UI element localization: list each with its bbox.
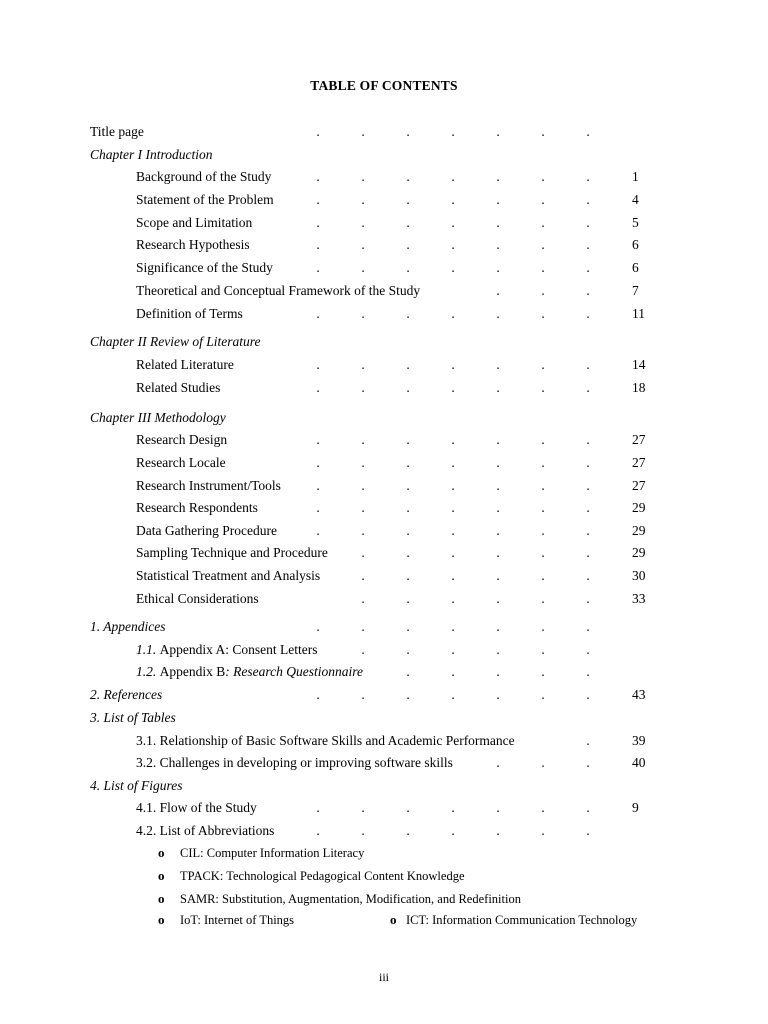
leader-dot: .: [541, 260, 545, 275]
leader-dot: .: [586, 523, 590, 538]
leader-dot: .: [541, 800, 545, 815]
leader-dot: .: [451, 432, 455, 447]
leader-dot: .: [586, 733, 590, 748]
toc-entry: [0, 731, 768, 751]
toc-entry: [0, 332, 768, 352]
leader-dot: .: [361, 192, 365, 207]
leader-dot: .: [586, 591, 590, 606]
leader-dot: .: [586, 619, 590, 634]
leader-dot: .: [496, 237, 500, 252]
leader-dot: .: [451, 169, 455, 184]
leader-dot: .: [541, 664, 545, 679]
toc-page-number: 6: [632, 237, 639, 252]
leader-dot: .: [586, 380, 590, 395]
leader-dot: .: [541, 215, 545, 230]
leader-dot: .: [586, 124, 590, 139]
abbreviation-item: [0, 910, 768, 930]
leader-dot: .: [451, 664, 455, 679]
leader-dot: .: [316, 306, 320, 321]
toc-entry-text: [136, 662, 363, 682]
leader-dot: .: [406, 192, 410, 207]
leader-dot: .: [451, 591, 455, 606]
leader-dot: .: [586, 357, 590, 372]
toc-entry-text: 3.2. Challenges in developing or improving software skills: [136, 755, 453, 770]
leader-dot: .: [406, 568, 410, 583]
leader-dot: .: [586, 800, 590, 815]
leader-dot: .: [316, 478, 320, 493]
leader-dot: .: [586, 192, 590, 207]
toc-page-number: 29: [632, 500, 646, 515]
toc-entry-number: 1.2.: [136, 664, 160, 679]
toc-entry-text: Statistical Treatment and Analysis: [136, 568, 321, 583]
leader-dot: .: [361, 169, 365, 184]
leader-dot: .: [496, 283, 500, 298]
toc-entry-text: Title page: [90, 124, 144, 139]
leader-dot: .: [406, 306, 410, 321]
abbreviation-item: [0, 889, 768, 909]
toc-page-number: 29: [632, 545, 646, 560]
leader-dot: .: [496, 800, 500, 815]
bullet-icon: o: [158, 845, 165, 860]
leader-dot: .: [361, 591, 365, 606]
toc-page-number: 11: [632, 306, 645, 321]
leader-dot: .: [586, 283, 590, 298]
toc-page-number: 1: [632, 169, 639, 184]
leader-dot: .: [586, 568, 590, 583]
toc-entry-text: Sampling Technique and Procedure: [136, 545, 328, 560]
leader-dot: .: [586, 687, 590, 702]
leader-dot: .: [496, 260, 500, 275]
toc-entry-text: Research Instrument/Tools: [136, 478, 281, 493]
leader-dot: .: [451, 237, 455, 252]
leader-dot: .: [451, 642, 455, 657]
leader-dot: .: [541, 237, 545, 252]
toc-entry-text: Related Studies: [136, 380, 221, 395]
toc-entry: [0, 258, 768, 278]
leader-dot: .: [361, 380, 365, 395]
leader-dot: .: [496, 823, 500, 838]
leader-dot: .: [451, 260, 455, 275]
leader-dot: .: [316, 260, 320, 275]
toc-entry-text: Research Hypothesis: [136, 237, 250, 252]
leader-dot: .: [586, 642, 590, 657]
toc-entry-text: Chapter I Introduction: [90, 147, 213, 162]
leader-dot: .: [406, 478, 410, 493]
leader-dot: .: [316, 380, 320, 395]
leader-dot: .: [496, 455, 500, 470]
leader-dot: .: [316, 687, 320, 702]
toc-page-number: 6: [632, 260, 639, 275]
leader-dot: .: [451, 215, 455, 230]
abbreviation-text: ICT: Information Communication Technology: [406, 913, 638, 927]
leader-dot: .: [361, 432, 365, 447]
toc-entry-text: Research Respondents: [136, 500, 258, 515]
leader-dot: .: [496, 478, 500, 493]
toc-entry-text: Related Literature: [136, 357, 234, 372]
toc-entry-text: Chapter III Methodology: [90, 410, 226, 425]
leader-dot: .: [361, 215, 365, 230]
leader-dot: .: [406, 169, 410, 184]
leader-dot: .: [406, 619, 410, 634]
leader-dot: .: [316, 500, 320, 515]
leader-dot: .: [361, 523, 365, 538]
leader-dot: .: [451, 687, 455, 702]
leader-dot: .: [406, 432, 410, 447]
toc-entry: [0, 235, 768, 255]
leader-dot: .: [541, 124, 545, 139]
leader-dot: .: [496, 523, 500, 538]
leader-dot: .: [316, 455, 320, 470]
leader-dot: .: [406, 357, 410, 372]
leader-dot: .: [496, 545, 500, 560]
toc-entry-text: 3. List of Tables: [90, 710, 176, 725]
leader-dot: .: [451, 380, 455, 395]
leader-dot: .: [496, 306, 500, 321]
toc-entry: [0, 408, 768, 428]
toc-entry: [0, 304, 768, 324]
leader-dot: .: [496, 591, 500, 606]
toc-page-number: 7: [632, 283, 639, 298]
toc-entry-text: Chapter II Review of Literature: [90, 334, 261, 349]
toc-entry: [0, 453, 768, 473]
leader-dot: .: [406, 545, 410, 560]
leader-dot: .: [451, 455, 455, 470]
leader-dot: .: [451, 568, 455, 583]
leader-dot: .: [316, 169, 320, 184]
toc-entry-text: Definition of Terms: [136, 306, 243, 321]
abbreviation-text: TPACK: Technological Pedagogical Content Knowledge: [180, 869, 465, 883]
toc-entry-text: Scope and Limitation: [136, 215, 253, 230]
leader-dot: .: [496, 500, 500, 515]
toc-entry-label: Appendix B: [159, 664, 226, 679]
leader-dot: .: [361, 260, 365, 275]
leader-dot: .: [316, 619, 320, 634]
page-title: TABLE OF CONTENTS: [310, 78, 458, 93]
leader-dot: .: [541, 687, 545, 702]
leader-dot: .: [541, 380, 545, 395]
leader-dot: .: [316, 432, 320, 447]
leader-dot: .: [541, 192, 545, 207]
toc-entry: [0, 190, 768, 210]
leader-dot: .: [541, 500, 545, 515]
toc-entry-text: 1. Appendices: [90, 619, 166, 634]
leader-dot: .: [406, 800, 410, 815]
leader-dot: .: [586, 755, 590, 770]
leader-dot: .: [361, 545, 365, 560]
leader-dot: .: [541, 823, 545, 838]
leader-dot: .: [406, 642, 410, 657]
leader-dot: .: [361, 237, 365, 252]
toc-entry: [0, 430, 768, 450]
leader-dot: .: [406, 500, 410, 515]
leader-dot: .: [496, 215, 500, 230]
toc-entry: [0, 589, 768, 609]
toc-entry: [0, 662, 768, 682]
toc-entry: [0, 213, 768, 233]
toc-page-number: 43: [632, 687, 646, 702]
toc-entry: [0, 145, 768, 165]
toc-entry: [0, 708, 768, 728]
toc-entry-text: Background of the Study: [136, 169, 272, 184]
leader-dot: .: [361, 642, 365, 657]
leader-dot: .: [361, 823, 365, 838]
toc-entry: [0, 521, 768, 541]
leader-dot: .: [406, 215, 410, 230]
leader-dot: .: [541, 478, 545, 493]
toc-page-number: 18: [632, 380, 646, 395]
leader-dot: .: [361, 478, 365, 493]
toc-entry-text: Statement of the Problem: [136, 192, 274, 207]
toc-entry-label: Appendix A: Consent Letters: [159, 642, 318, 657]
leader-dot: .: [541, 357, 545, 372]
toc-entry-text: 2. References: [90, 687, 163, 702]
leader-dot: .: [496, 687, 500, 702]
leader-dot: .: [451, 306, 455, 321]
leader-dot: .: [496, 192, 500, 207]
abbreviation-item: [0, 843, 768, 863]
leader-dot: .: [541, 283, 545, 298]
leader-dot: .: [496, 568, 500, 583]
toc-page-number: 29: [632, 523, 646, 538]
leader-dot: .: [586, 500, 590, 515]
leader-dot: .: [451, 823, 455, 838]
page-number: iii: [378, 970, 389, 984]
toc-entry: [0, 821, 768, 841]
leader-dot: .: [451, 192, 455, 207]
toc-entry-text: Ethical Considerations: [136, 591, 259, 606]
leader-dot: .: [451, 619, 455, 634]
toc-entry: [0, 281, 768, 301]
toc-entry-text: Significance of the Study: [136, 260, 273, 275]
toc-page-number: 4: [632, 192, 639, 207]
leader-dot: .: [496, 755, 500, 770]
leader-dot: .: [586, 455, 590, 470]
leader-dot: .: [361, 124, 365, 139]
toc-entry-text: 3.1. Relationship of Basic Software Skills and Academic Performance: [136, 733, 515, 748]
toc-entry: [0, 566, 768, 586]
leader-dot: .: [451, 124, 455, 139]
leader-dot: .: [586, 823, 590, 838]
abbreviation-text: IoT: Internet of Things: [180, 913, 295, 927]
leader-dot: .: [316, 523, 320, 538]
toc-entry: [0, 476, 768, 496]
leader-dot: .: [496, 357, 500, 372]
leader-dot: .: [541, 455, 545, 470]
leader-dot: .: [361, 357, 365, 372]
leader-dot: .: [406, 687, 410, 702]
bullet-icon: o: [390, 912, 397, 927]
leader-dot: .: [406, 455, 410, 470]
leader-dot: .: [541, 306, 545, 321]
toc-entry: [0, 378, 768, 398]
leader-dot: .: [316, 215, 320, 230]
leader-dot: .: [361, 500, 365, 515]
abbreviation-item: [0, 866, 768, 886]
leader-dot: .: [586, 237, 590, 252]
toc-entry-text: 4. List of Figures: [90, 778, 183, 793]
leader-dot: .: [451, 523, 455, 538]
toc-entry-text: Data Gathering Procedure: [136, 523, 277, 538]
leader-dot: .: [541, 523, 545, 538]
toc-entry: [0, 543, 768, 563]
leader-dot: .: [316, 823, 320, 838]
abbreviation-text: SAMR: Substitution, Augmentation, Modification, and Redefinition: [180, 892, 521, 906]
toc-entry-number: 1.1.: [136, 642, 160, 657]
leader-dot: .: [586, 169, 590, 184]
toc-entry-text: Research Locale: [136, 455, 226, 470]
bullet-icon: o: [158, 912, 165, 927]
toc-page-number: 14: [632, 357, 646, 372]
leader-dot: .: [586, 545, 590, 560]
toc-entry: [0, 798, 768, 818]
leader-dot: .: [361, 800, 365, 815]
leader-dot: .: [406, 380, 410, 395]
toc-entry-text: Research Design: [136, 432, 228, 447]
leader-dot: .: [496, 642, 500, 657]
leader-dot: .: [406, 237, 410, 252]
leader-dot: .: [451, 357, 455, 372]
bullet-icon: o: [158, 891, 165, 906]
toc-entry: [0, 122, 768, 142]
toc-page-number: 27: [632, 478, 646, 493]
leader-dot: .: [361, 306, 365, 321]
leader-dot: .: [496, 664, 500, 679]
leader-dot: .: [316, 192, 320, 207]
toc-entry: [0, 167, 768, 187]
toc-entry-text: Theoretical and Conceptual Framework of the Study: [136, 283, 421, 298]
leader-dot: .: [451, 545, 455, 560]
toc-entry-text: [136, 640, 317, 660]
toc-page-number: 5: [632, 215, 639, 230]
leader-dot: .: [361, 619, 365, 634]
toc-page-number: 40: [632, 755, 646, 770]
leader-dot: .: [406, 823, 410, 838]
leader-dot: .: [541, 642, 545, 657]
leader-dot: .: [541, 619, 545, 634]
leader-dot: .: [316, 357, 320, 372]
toc-page-number: 27: [632, 455, 646, 470]
leader-dot: .: [541, 568, 545, 583]
toc-entry: [0, 685, 768, 705]
leader-dot: .: [316, 237, 320, 252]
leader-dot: .: [586, 664, 590, 679]
leader-dot: .: [586, 215, 590, 230]
toc-entry: [0, 776, 768, 796]
leader-dot: .: [496, 619, 500, 634]
bullet-icon: o: [158, 868, 165, 883]
leader-dot: .: [496, 432, 500, 447]
leader-dot: .: [406, 523, 410, 538]
leader-dot: .: [586, 478, 590, 493]
toc-entry: [0, 355, 768, 375]
leader-dot: .: [361, 568, 365, 583]
leader-dot: .: [586, 432, 590, 447]
toc-entry: [0, 753, 768, 773]
toc-page-number: 39: [632, 733, 646, 748]
toc-entry-text: 4.1. Flow of the Study: [136, 800, 257, 815]
toc-entry-text: 4.2. List of Abbreviations: [136, 823, 275, 838]
leader-dot: .: [406, 664, 410, 679]
leader-dot: .: [316, 124, 320, 139]
leader-dot: .: [361, 455, 365, 470]
leader-dot: .: [451, 500, 455, 515]
toc-entry: [0, 498, 768, 518]
leader-dot: .: [541, 591, 545, 606]
leader-dot: .: [541, 545, 545, 560]
leader-dot: .: [406, 591, 410, 606]
leader-dot: .: [496, 124, 500, 139]
leader-dot: .: [361, 687, 365, 702]
abbreviation-text: CIL: Computer Information Literacy: [180, 846, 365, 860]
toc-page-number: 9: [632, 800, 639, 815]
leader-dot: .: [406, 260, 410, 275]
leader-dot: .: [496, 169, 500, 184]
leader-dot: .: [541, 432, 545, 447]
leader-dot: .: [451, 478, 455, 493]
toc-page-number: 30: [632, 568, 646, 583]
toc-page-number: 33: [632, 591, 646, 606]
leader-dot: .: [316, 800, 320, 815]
leader-dot: .: [586, 260, 590, 275]
leader-dot: .: [451, 800, 455, 815]
toc-page-number: 27: [632, 432, 646, 447]
leader-dot: .: [406, 124, 410, 139]
toc-entry: [0, 617, 768, 637]
toc-entry-label-italic: : Research Questionnaire: [225, 664, 363, 679]
leader-dot: .: [541, 169, 545, 184]
toc-entry: [0, 640, 768, 660]
leader-dot: .: [586, 306, 590, 321]
leader-dot: .: [496, 380, 500, 395]
leader-dot: .: [541, 755, 545, 770]
